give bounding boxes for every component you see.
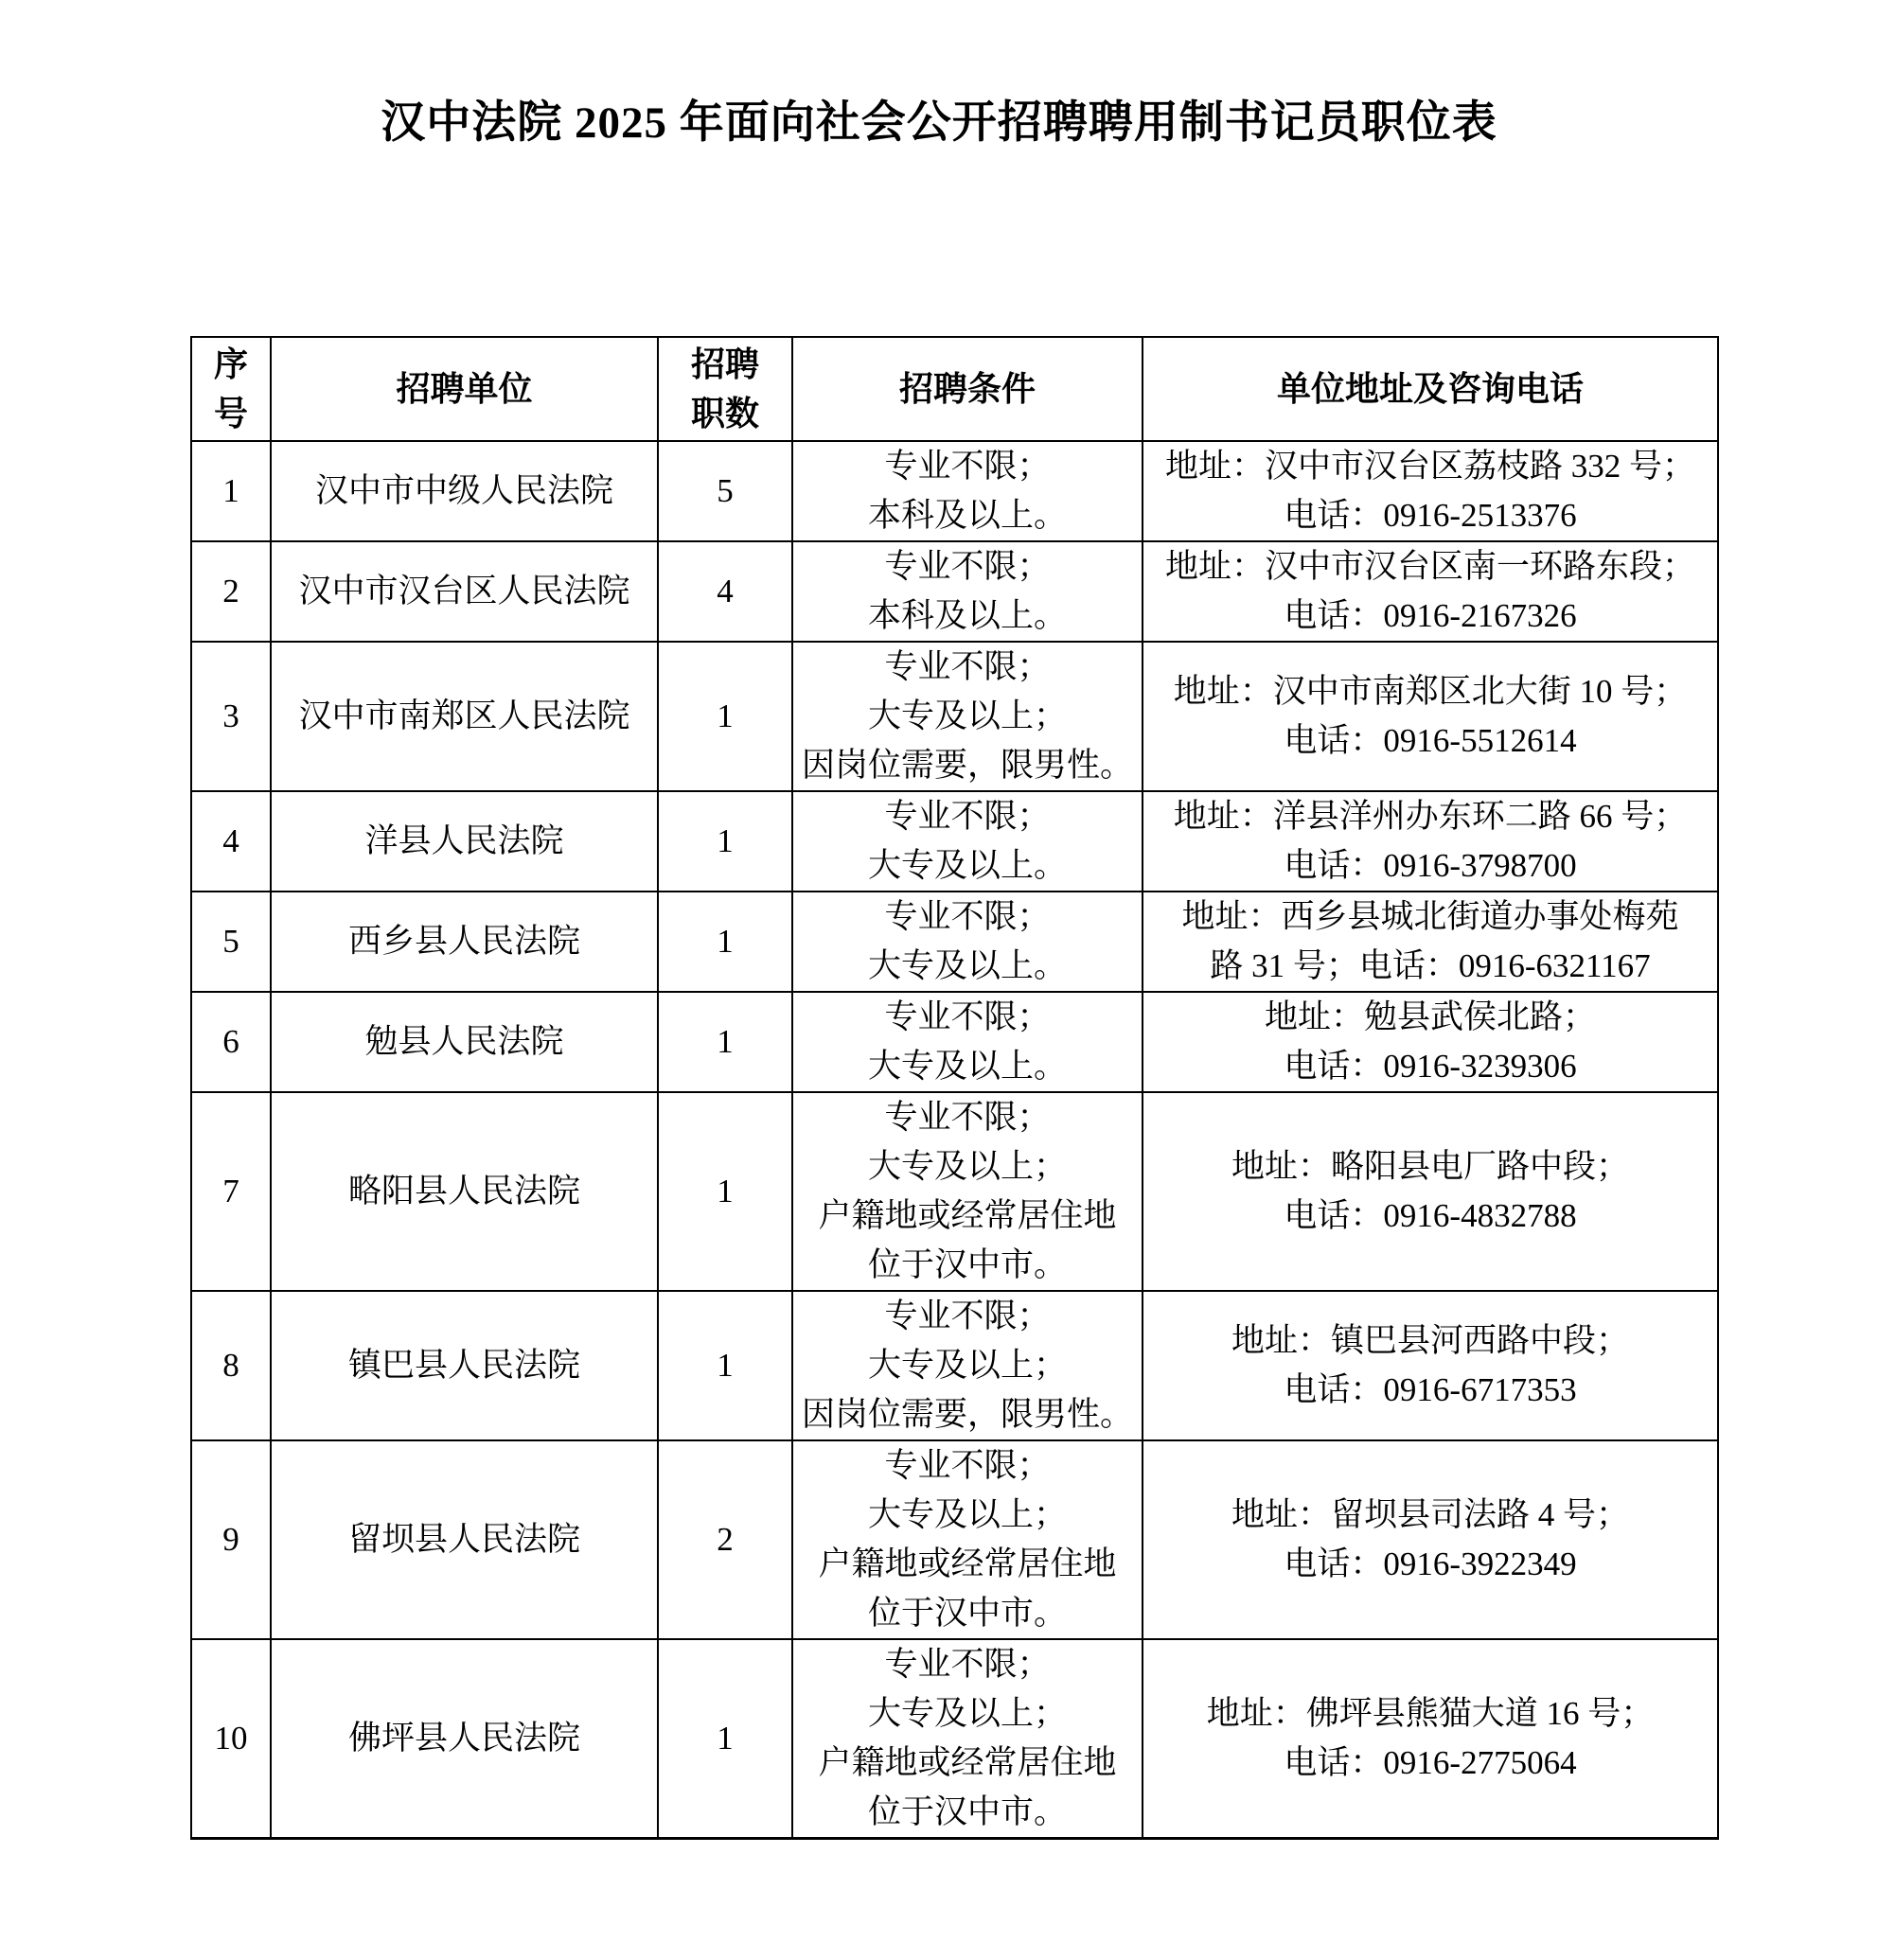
cell-count: 1	[658, 642, 792, 791]
cell-address: 地址：佛坪县熊猫大道 16 号； 电话：0916-2775064	[1143, 1639, 1718, 1839]
col-header-count: 招聘 职数	[658, 337, 792, 441]
cell-conditions: 专业不限； 大专及以上； 因岗位需要，限男性。	[792, 1291, 1143, 1440]
cell-no: 8	[191, 1291, 271, 1440]
cell-address: 地址：汉中市汉台区南一环路东段； 电话：0916-2167326	[1143, 541, 1718, 642]
table-row	[191, 441, 1718, 541]
cell-no: 5	[191, 892, 271, 992]
cell-unit: 勉县人民法院	[271, 992, 658, 1092]
cell-unit: 略阳县人民法院	[271, 1092, 658, 1291]
cell-conditions: 专业不限； 大专及以上； 户籍地或经常居住地 位于汉中市。	[792, 1092, 1143, 1291]
cell-unit: 洋县人民法院	[271, 791, 658, 892]
cell-conditions: 专业不限； 大专及以上； 因岗位需要，限男性。	[792, 642, 1143, 791]
table-row	[191, 1639, 1718, 1839]
cell-count: 1	[658, 1092, 792, 1291]
table-row	[191, 992, 1718, 1092]
cell-no: 4	[191, 791, 271, 892]
table-row	[191, 541, 1718, 642]
col-header-address: 单位地址及咨询电话	[1143, 337, 1718, 441]
cell-no: 1	[191, 441, 271, 541]
cell-no: 9	[191, 1440, 271, 1639]
cell-address: 地址：汉中市南郑区北大街 10 号； 电话：0916-5512614	[1143, 642, 1718, 791]
table-row	[191, 642, 1718, 791]
cell-no: 3	[191, 642, 271, 791]
cell-count: 1	[658, 1291, 792, 1440]
cell-address: 地址：镇巴县河西路中段； 电话：0916-6717353	[1143, 1291, 1718, 1440]
cell-no: 10	[191, 1639, 271, 1839]
cell-count: 1	[658, 992, 792, 1092]
col-header-unit: 招聘单位	[271, 337, 658, 441]
cell-no: 7	[191, 1092, 271, 1291]
col-header-conditions: 招聘条件	[792, 337, 1143, 441]
cell-conditions: 专业不限； 本科及以上。	[792, 441, 1143, 541]
table-row	[191, 892, 1718, 992]
cell-unit: 镇巴县人民法院	[271, 1291, 658, 1440]
cell-conditions: 专业不限； 大专及以上。	[792, 892, 1143, 992]
cell-no: 6	[191, 992, 271, 1092]
cell-address: 地址：洋县洋州办东环二路 66 号； 电话：0916-3798700	[1143, 791, 1718, 892]
cell-conditions: 专业不限； 本科及以上。	[792, 541, 1143, 642]
cell-no: 2	[191, 541, 271, 642]
cell-unit: 汉中市南郑区人民法院	[271, 642, 658, 791]
cell-conditions: 专业不限； 大专及以上； 户籍地或经常居住地 位于汉中市。	[792, 1440, 1143, 1639]
cell-unit: 汉中市中级人民法院	[271, 441, 658, 541]
cell-conditions: 专业不限； 大专及以上。	[792, 791, 1143, 892]
table-row	[191, 1440, 1718, 1639]
table-row	[191, 1092, 1718, 1291]
cell-unit: 留坝县人民法院	[271, 1440, 658, 1639]
cell-unit: 汉中市汉台区人民法院	[271, 541, 658, 642]
cell-unit: 佛坪县人民法院	[271, 1639, 658, 1839]
cell-count: 1	[658, 1639, 792, 1839]
table-row	[191, 1291, 1718, 1440]
cell-count: 2	[658, 1440, 792, 1639]
cell-address: 地址：汉中市汉台区荔枝路 332 号； 电话：0916-2513376	[1143, 441, 1718, 541]
table-header-row	[191, 337, 1718, 441]
cell-address: 地址：略阳县电厂路中段； 电话：0916-4832788	[1143, 1092, 1718, 1291]
col-header-no: 序 号	[191, 337, 271, 441]
positions-table	[190, 336, 1719, 1840]
cell-count: 4	[658, 541, 792, 642]
page-title: 汉中法院 2025 年面向社会公开招聘聘用制书记员职位表	[381, 98, 1497, 148]
cell-count: 1	[658, 892, 792, 992]
cell-count: 5	[658, 441, 792, 541]
cell-conditions: 专业不限； 大专及以上； 户籍地或经常居住地 位于汉中市。	[792, 1639, 1143, 1839]
cell-unit: 西乡县人民法院	[271, 892, 658, 992]
table-row	[191, 791, 1718, 892]
cell-address: 地址：留坝县司法路 4 号； 电话：0916-3922349	[1143, 1440, 1718, 1639]
cell-address: 地址：西乡县城北街道办事处梅苑 路 31 号；电话：0916-6321167	[1143, 892, 1718, 992]
cell-address: 地址：勉县武侯北路； 电话：0916-3239306	[1143, 992, 1718, 1092]
cell-conditions: 专业不限； 大专及以上。	[792, 992, 1143, 1092]
cell-count: 1	[658, 791, 792, 892]
